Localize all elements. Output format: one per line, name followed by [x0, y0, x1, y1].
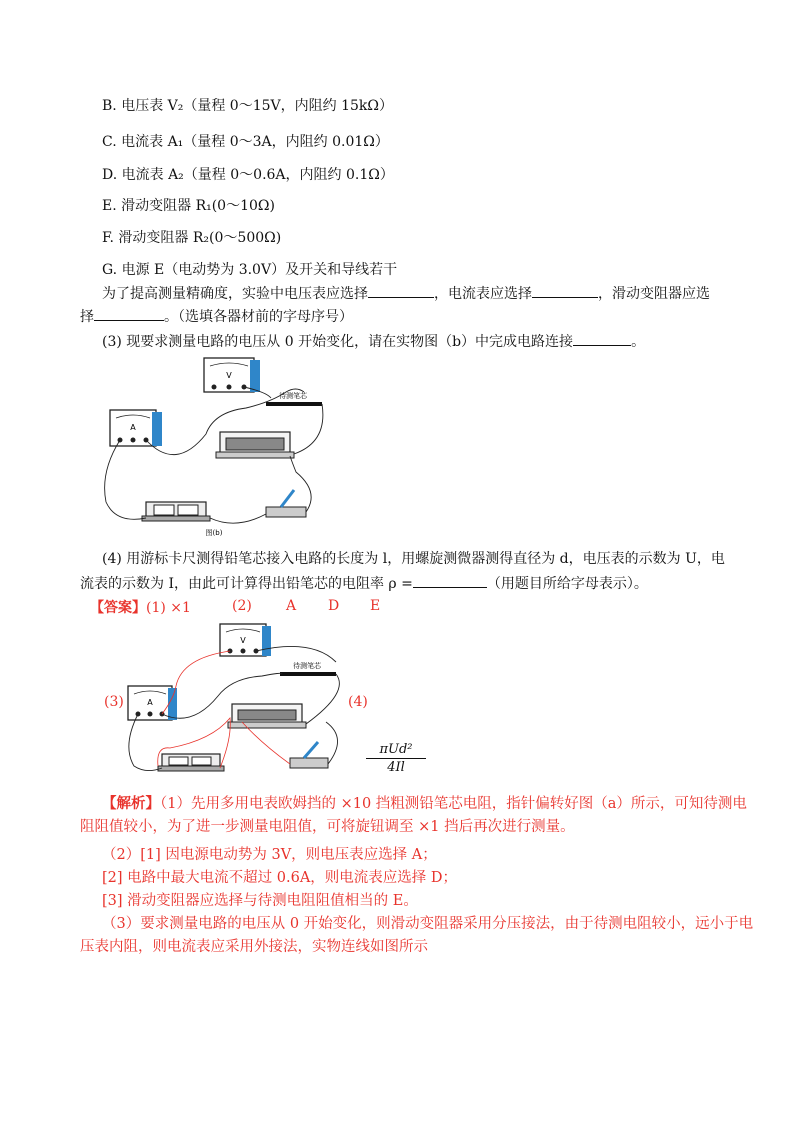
- q3-text: (3) 现要求测量电路的电压从 0 开始变化，请在实物图（b）中完成电路连接: [102, 334, 574, 350]
- answer-tag: 【答案】: [90, 600, 146, 616]
- analysis-line1: [102, 794, 747, 814]
- q4-text-a: 流表的示数为 I，由此可计算得出铅笔芯的电阻率 ρ =: [80, 576, 413, 592]
- q2-text-a: 为了提高测量精确度，实验中电压表应选择: [102, 286, 368, 302]
- circuit-figure-b: [96, 352, 328, 544]
- q2-line1: [102, 283, 710, 304]
- option-c: C. 电流表 A₁（量程 0～3A，内阻约 0.01Ω）: [102, 134, 389, 150]
- answer-4-label: (4): [348, 694, 368, 710]
- option-g: G. 电源 E（电动势为 3.0V）及开关和导线若干: [102, 262, 398, 278]
- rheostat-blank: [94, 306, 164, 321]
- q4-line2: [80, 573, 648, 594]
- analysis-line4: [2] 电路中最大电流不超过 0.6A，则电流表应选择 D；: [102, 870, 458, 886]
- answer-voltmeter-label: V: [240, 636, 246, 645]
- figure-caption: 图(b): [205, 529, 223, 537]
- answer-2-voltmeter: A: [286, 598, 297, 614]
- answer-3-label: (3): [104, 694, 124, 710]
- analysis-p1a: （1）先用多用电表欧姆挡的 ×10 挡粗测铅笔芯电阻，指针偏转好图（a）所示，可知待测电: [160, 796, 747, 812]
- answer-2-label: (2): [232, 598, 252, 614]
- circuit-answer-figure: [122, 618, 354, 778]
- answer-1: (1) ×1: [146, 600, 191, 616]
- answer-2-ammeter: D: [328, 598, 340, 614]
- pencil-lead: [280, 661, 336, 676]
- voltmeter-label: V: [226, 371, 232, 380]
- formula-denominator: 4Il: [387, 760, 405, 775]
- battery-icon: [142, 502, 210, 521]
- option-b: B. 电压表 V₂（量程 0～15V，内阻约 15kΩ）: [102, 98, 393, 114]
- voltmeter-blank: [368, 283, 434, 298]
- ammeter-label: A: [130, 423, 136, 432]
- q2-text-c: ，滑动变阻器应选: [598, 286, 710, 302]
- analysis-line6: （3）要求测量电路的电压从 0 开始变化，则滑动变阻器采用分压接法，由于待测电阻较小，远小于电: [102, 916, 754, 932]
- option-d: D. 电流表 A₂（量程 0～0.6A，内阻约 0.1Ω）: [102, 167, 394, 183]
- ammeter-icon: [110, 410, 162, 446]
- option-e: E. 滑动变阻器 R₁(0～10Ω): [102, 198, 275, 214]
- q2-text-b: ，电流表应选择: [434, 286, 532, 302]
- answer-row: [90, 598, 191, 618]
- q2-text-d: 择: [80, 309, 94, 325]
- answer-2-rheostat: E: [370, 598, 381, 614]
- switch-icon: [266, 490, 306, 517]
- answer-pencil-lead-label: 待测笔芯: [293, 662, 321, 670]
- q4-line1: (4) 用游标卡尺测得铅笔芯接入电路的长度为 l，用螺旋测微器测得直径为 d，电压表的示数为 U，电: [102, 551, 725, 567]
- rheostat-icon: [216, 432, 294, 458]
- resistivity-formula: [366, 742, 426, 775]
- pencil-lead-label: 待测笔芯: [279, 392, 307, 400]
- q3-line: [102, 331, 645, 352]
- q2-text-e: 。（选填各器材前的字母序号）: [164, 309, 353, 325]
- rheostat-icon: [228, 704, 306, 728]
- switch-icon: [290, 742, 328, 768]
- circuit-blank: [573, 331, 631, 346]
- analysis-line3: （2）[1] 因电源电动势为 3V，则电压表应选择 A；: [102, 847, 437, 863]
- ammeter-blank: [532, 283, 598, 298]
- option-f: F. 滑动变阻器 R₂(0～500Ω): [102, 230, 282, 246]
- q4-text-b: （用题目所给字母表示）。: [486, 576, 648, 592]
- voltmeter-icon: [204, 358, 260, 392]
- formula-numerator: πUd²: [366, 742, 426, 759]
- answer-ammeter-label: A: [147, 698, 153, 707]
- analysis-tag: 【解析】: [102, 795, 160, 812]
- analysis-line5: [3] 滑动变阻器应选择与待测电阻阻值相当的 E。: [102, 893, 418, 909]
- analysis-line2: 阻阻值较小，为了进一步测量电阻值，可将旋钮调至 ×1 挡后再次进行测量。: [80, 819, 575, 835]
- q2-line2: [80, 306, 353, 327]
- battery-icon: [158, 754, 224, 771]
- analysis-line7: 压表内阻，则电流表应采用外接法，实物连线如图所示: [80, 939, 428, 955]
- q3-end: 。: [631, 334, 646, 350]
- resistivity-blank: [413, 573, 487, 588]
